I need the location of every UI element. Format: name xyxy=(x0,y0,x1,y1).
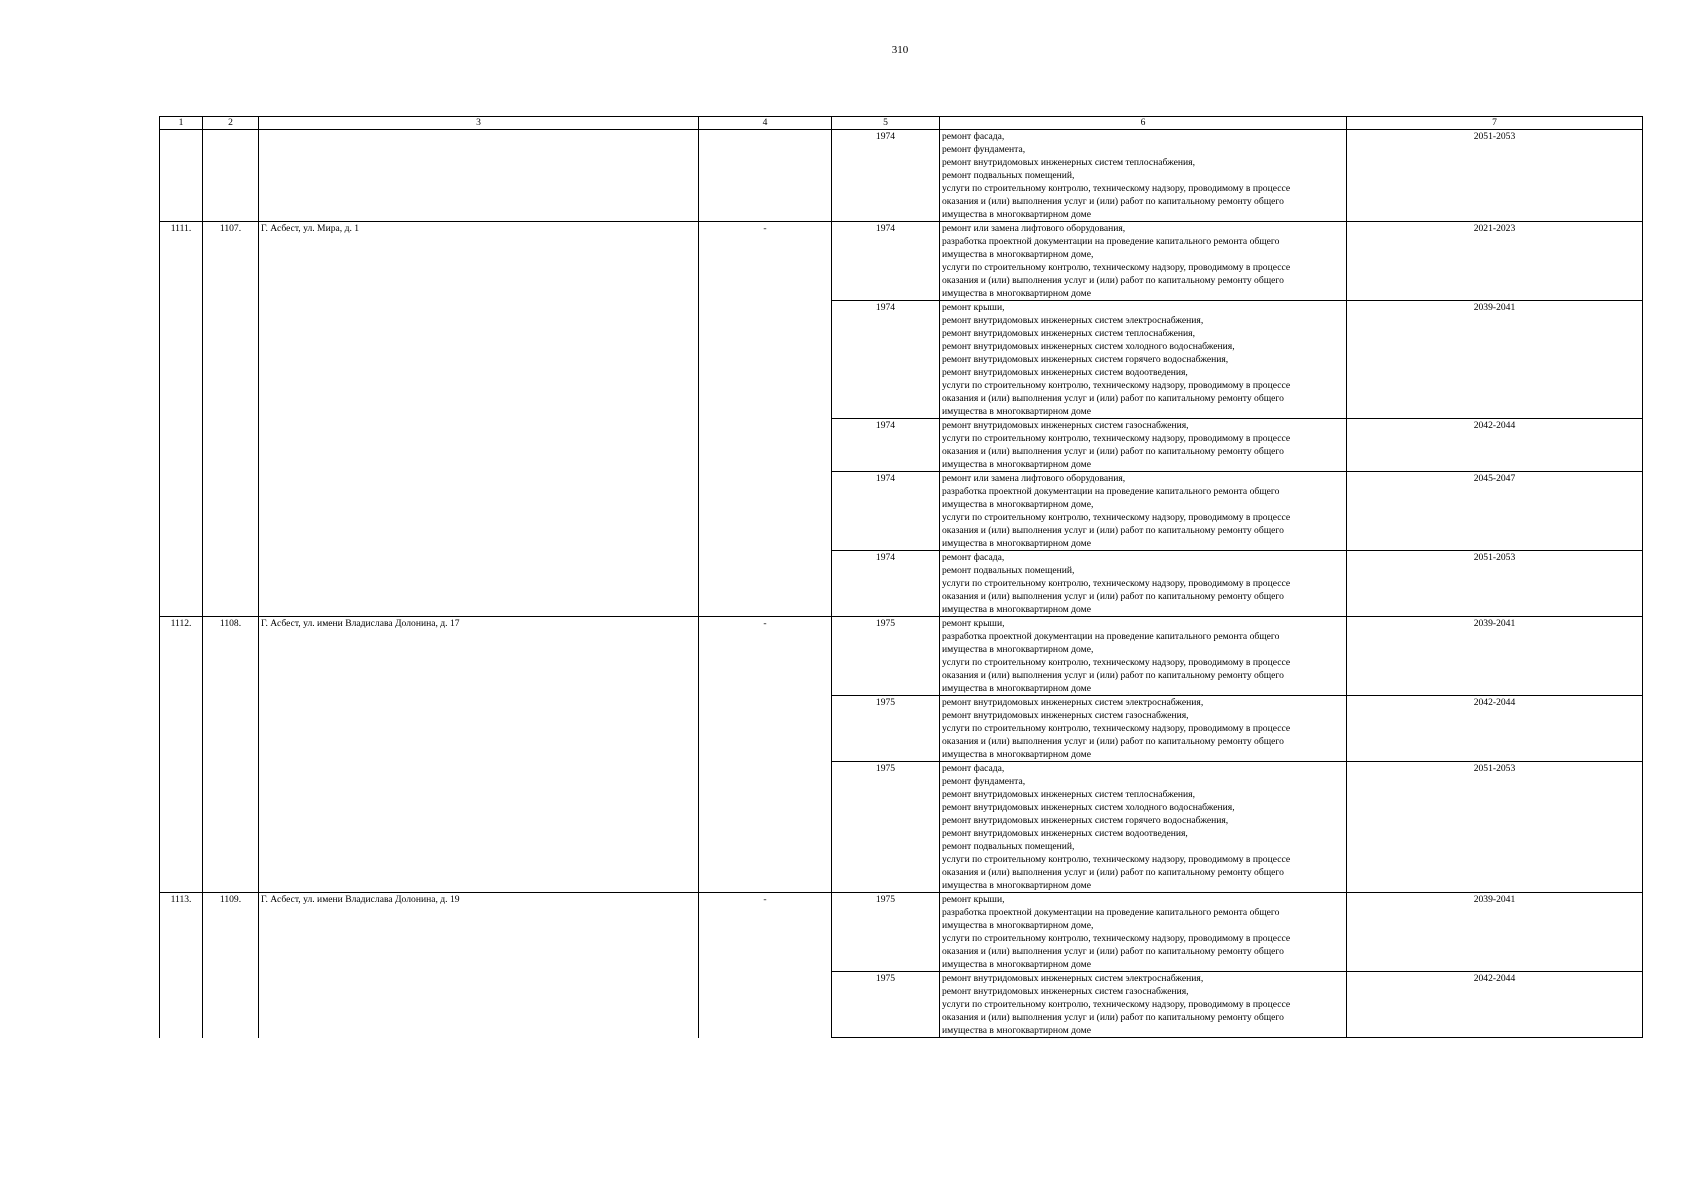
work-type-line: ремонт внутридомовых инженерных систем электроснабжения, xyxy=(942,973,1204,984)
build-year: 1974 xyxy=(832,472,940,551)
house-id: 1108. xyxy=(203,617,259,893)
work-type-line: имущества в многоквартирном доме, xyxy=(942,249,1094,260)
page-number: 310 xyxy=(891,44,909,56)
house-id: 1109. xyxy=(203,893,259,1038)
work-type-line: оказания и (или) выполнения услуг и (или) работ по капитальному ремонту общего xyxy=(942,946,1284,957)
row-number: 1111. xyxy=(160,222,203,617)
column-number: 3 xyxy=(259,117,699,130)
work-type-line: услуги по строительному контролю, техническому надзору, проводимому в процессе xyxy=(942,933,1291,944)
work-type-line: имущества в многоквартирном доме xyxy=(942,683,1091,694)
work-type-line: оказания и (или) выполнения услуг и (или) работ по капитальному ремонту общего xyxy=(942,1012,1284,1023)
build-year: 1975 xyxy=(832,762,940,893)
work-types xyxy=(940,472,1347,551)
work-types xyxy=(940,419,1347,472)
repair-period: 2051-2053 xyxy=(1347,130,1643,222)
table-row xyxy=(160,893,1643,972)
work-type-line: имущества в многоквартирном доме xyxy=(942,1025,1091,1036)
work-type-line: услуги по строительному контролю, техническому надзору, проводимому в процессе xyxy=(942,723,1291,734)
work-types xyxy=(940,762,1347,893)
work-type-line: ремонт или замена лифтового оборудования, xyxy=(942,223,1126,234)
work-type-line: ремонт фасада, xyxy=(942,763,1005,774)
repair-period: 2039-2041 xyxy=(1347,893,1643,972)
build-year: 1974 xyxy=(832,301,940,419)
work-type-line: оказания и (или) выполнения услуг и (или) работ по капитальному ремонту общего xyxy=(942,591,1284,602)
work-type-line: ремонт или замена лифтового оборудования, xyxy=(942,473,1126,484)
work-type-line: имущества в многоквартирном доме xyxy=(942,880,1091,891)
work-type-line: оказания и (или) выполнения услуг и (или) работ по капитальному ремонту общего xyxy=(942,736,1284,747)
work-type-line: оказания и (или) выполнения услуг и (или) работ по капитальному ремонту общего xyxy=(942,275,1284,286)
work-type-line: оказания и (или) выполнения услуг и (или) работ по капитальному ремонту общего xyxy=(942,525,1284,536)
build-year: 1975 xyxy=(832,893,940,972)
row-number-cell xyxy=(160,130,203,222)
work-type-line: имущества в многоквартирном доме xyxy=(942,604,1091,615)
work-type-line: имущества в многоквартирном доме, xyxy=(942,499,1094,510)
repair-period: 2042-2044 xyxy=(1347,696,1643,762)
work-type-line: разработка проектной документации на проведение капитального ремонта общего xyxy=(942,486,1280,497)
work-types xyxy=(940,696,1347,762)
repair-period: 2039-2041 xyxy=(1347,617,1643,696)
work-type-line: имущества в многоквартирном доме xyxy=(942,959,1091,970)
work-type-line: услуги по строительному контролю, техническому надзору, проводимому в процессе xyxy=(942,657,1291,668)
work-type-line: ремонт внутридомовых инженерных систем газоснабжения, xyxy=(942,986,1189,997)
address: Г. Асбест, ул. Мира, д. 1 xyxy=(259,222,699,617)
repair-period: 2045-2047 xyxy=(1347,472,1643,551)
repair-period: 2042-2044 xyxy=(1347,972,1643,1038)
column-number: 7 xyxy=(1347,117,1643,130)
repair-period: 2021-2023 xyxy=(1347,222,1643,301)
work-type-line: ремонт внутридомовых инженерных систем водоотведения, xyxy=(942,828,1188,839)
repair-period: 2051-2053 xyxy=(1347,762,1643,893)
work-type-line: ремонт фасада, xyxy=(942,552,1005,563)
work-types xyxy=(940,301,1347,419)
work-type-line: имущества в многоквартирном доме, xyxy=(942,920,1094,931)
work-type-line: ремонт внутридомовых инженерных систем теплоснабжения, xyxy=(942,157,1195,168)
capital-repair-table xyxy=(159,116,1643,1038)
work-type-line: ремонт внутридомовых инженерных систем горячего водоснабжения, xyxy=(942,815,1229,826)
work-types xyxy=(940,551,1347,617)
build-year: 1974 xyxy=(832,551,940,617)
work-type-line: ремонт внутридомовых инженерных систем горячего водоснабжения, xyxy=(942,354,1229,365)
work-type-line: оказания и (или) выполнения услуг и (или) работ по капитальному ремонту общего xyxy=(942,393,1284,404)
address: Г. Асбест, ул. имени Владислава Долонина, д. 17 xyxy=(259,617,699,893)
work-type-line: услуги по строительному контролю, техническому надзору, проводимому в процессе xyxy=(942,380,1291,391)
row-number: 1112. xyxy=(160,617,203,893)
column-number: 4 xyxy=(699,117,832,130)
row-number: 1113. xyxy=(160,893,203,1038)
house-id: 1107. xyxy=(203,222,259,617)
build-year: 1975 xyxy=(832,972,940,1038)
work-type-line: разработка проектной документации на проведение капитального ремонта общего xyxy=(942,236,1280,247)
work-type-line: ремонт крыши, xyxy=(942,302,1005,313)
work-type-line: оказания и (или) выполнения услуг и (или) работ по капитальному ремонту общего xyxy=(942,867,1284,878)
table-body xyxy=(160,117,1643,1038)
work-type-line: услуги по строительному контролю, техническому надзору, проводимому в процессе xyxy=(942,854,1291,865)
work-type-line: ремонт внутридомовых инженерных систем водоотведения, xyxy=(942,367,1188,378)
work-type-line: оказания и (или) выполнения услуг и (или) работ по капитальному ремонту общего xyxy=(942,196,1284,207)
work-type-line: ремонт подвальных помещений, xyxy=(942,841,1075,852)
work-type-line: имущества в многоквартирном доме xyxy=(942,288,1091,299)
work-type-line: имущества в многоквартирном доме xyxy=(942,459,1091,470)
work-type-line: услуги по строительному контролю, техническому надзору, проводимому в процессе xyxy=(942,262,1291,273)
address: Г. Асбест, ул. имени Владислава Долонина, д. 19 xyxy=(259,893,699,1038)
column-number-row xyxy=(160,117,1643,130)
col4-cell xyxy=(699,130,832,222)
work-type-line: ремонт внутридомовых инженерных систем холодного водоснабжения, xyxy=(942,802,1235,813)
col4-value: - xyxy=(699,222,832,617)
work-type-line: услуги по строительному контролю, техническому надзору, проводимому в процессе xyxy=(942,183,1291,194)
repair-period: 2051-2053 xyxy=(1347,551,1643,617)
build-year: 1975 xyxy=(832,617,940,696)
work-type-line: ремонт подвальных помещений, xyxy=(942,170,1075,181)
repair-period: 2039-2041 xyxy=(1347,301,1643,419)
work-type-line: имущества в многоквартирном доме xyxy=(942,406,1091,417)
column-number: 2 xyxy=(203,117,259,130)
address-cell xyxy=(259,130,699,222)
work-type-line: ремонт внутридомовых инженерных систем газоснабжения, xyxy=(942,420,1189,431)
table-row xyxy=(160,130,1643,222)
work-type-line: ремонт внутридомовых инженерных систем электроснабжения, xyxy=(942,697,1204,708)
work-type-line: имущества в многоквартирном доме xyxy=(942,209,1091,220)
work-types xyxy=(940,130,1347,222)
work-type-line: ремонт внутридомовых инженерных систем электроснабжения, xyxy=(942,315,1204,326)
col4-value: - xyxy=(699,617,832,893)
work-type-line: услуги по строительному контролю, техническому надзору, проводимому в процессе xyxy=(942,999,1291,1010)
work-type-line: ремонт крыши, xyxy=(942,894,1005,905)
work-type-line: ремонт фундамента, xyxy=(942,144,1026,155)
work-type-line: ремонт фундамента, xyxy=(942,776,1026,787)
build-year: 1974 xyxy=(832,419,940,472)
repair-period: 2042-2044 xyxy=(1347,419,1643,472)
work-type-line: услуги по строительному контролю, техническому надзору, проводимому в процессе xyxy=(942,433,1291,444)
table-row xyxy=(160,222,1643,301)
work-type-line: ремонт внутридомовых инженерных систем теплоснабжения, xyxy=(942,789,1195,800)
col4-value: - xyxy=(699,893,832,1038)
work-type-line: ремонт внутридомовых инженерных систем теплоснабжения, xyxy=(942,328,1195,339)
work-type-line: ремонт внутридомовых инженерных систем газоснабжения, xyxy=(942,710,1189,721)
column-number: 1 xyxy=(160,117,203,130)
work-type-line: оказания и (или) выполнения услуг и (или) работ по капитальному ремонту общего xyxy=(942,446,1284,457)
work-type-line: разработка проектной документации на проведение капитального ремонта общего xyxy=(942,631,1280,642)
work-type-line: имущества в многоквартирном доме xyxy=(942,538,1091,549)
work-types xyxy=(940,617,1347,696)
work-types xyxy=(940,972,1347,1038)
work-type-line: ремонт подвальных помещений, xyxy=(942,565,1075,576)
work-type-line: услуги по строительному контролю, техническому надзору, проводимому в процессе xyxy=(942,578,1291,589)
column-number: 5 xyxy=(832,117,940,130)
work-types xyxy=(940,222,1347,301)
work-type-line: ремонт фасада, xyxy=(942,131,1005,142)
work-type-line: услуги по строительному контролю, техническому надзору, проводимому в процессе xyxy=(942,512,1291,523)
work-type-line: имущества в многоквартирном доме, xyxy=(942,644,1094,655)
table-row xyxy=(160,617,1643,696)
work-type-line: ремонт внутридомовых инженерных систем холодного водоснабжения, xyxy=(942,341,1235,352)
work-type-line: имущества в многоквартирном доме xyxy=(942,749,1091,760)
work-type-line: ремонт крыши, xyxy=(942,618,1005,629)
column-number: 6 xyxy=(940,117,1347,130)
build-year: 1974 xyxy=(832,222,940,301)
work-types xyxy=(940,893,1347,972)
work-type-line: оказания и (или) выполнения услуг и (или) работ по капитальному ремонту общего xyxy=(942,670,1284,681)
build-year: 1975 xyxy=(832,696,940,762)
build-year: 1974 xyxy=(832,130,940,222)
work-type-line: разработка проектной документации на проведение капитального ремонта общего xyxy=(942,907,1280,918)
house-id-cell xyxy=(203,130,259,222)
